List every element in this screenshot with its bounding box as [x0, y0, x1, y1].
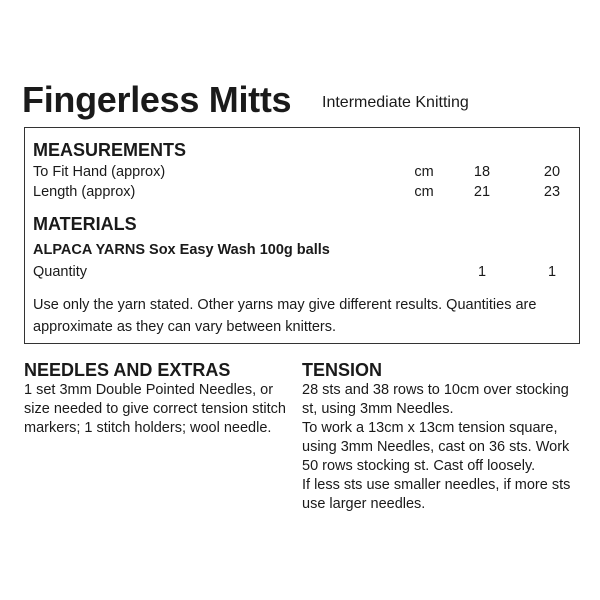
tension-heading: TENSION: [302, 360, 383, 380]
measurement-size-2: 23: [543, 184, 561, 200]
quantity-label: Quantity: [33, 264, 87, 280]
quantity-size-1: 1: [477, 264, 487, 280]
yarn-name: ALPACA YARNS Sox Easy Wash 100g balls: [33, 242, 330, 258]
measurement-row-length: [33, 182, 569, 202]
title-row: [22, 78, 582, 122]
pattern-title: Fingerless Mitts: [22, 79, 292, 120]
measurement-size-2: 20: [543, 164, 561, 180]
measurement-label: To Fit Hand (approx): [33, 164, 166, 180]
skill-level: Intermediate Knitting: [322, 94, 469, 111]
needles-section: [24, 360, 286, 438]
measurement-size-1: 18: [473, 164, 491, 180]
tension-section: [302, 360, 584, 514]
materials-heading: MATERIALS: [33, 214, 137, 234]
tension-paragraph: If less sts use smaller needles, if more sts use larger needles.: [302, 477, 571, 512]
measurement-unit: cm: [414, 164, 434, 180]
measurements-heading: MEASUREMENTS: [33, 140, 187, 160]
tension-text: [302, 381, 584, 514]
quantity-row: [33, 262, 569, 282]
measurement-row-hand: [33, 162, 569, 182]
measurement-label: Length (approx): [33, 184, 136, 200]
measurements-materials-box: [24, 127, 580, 344]
tension-paragraph: To work a 13cm x 13cm tension square, using 3mm Needles, cast on 36 sts. Work 50 rows stocking st. Cast off loosely.: [302, 420, 570, 474]
yarn-note: Use only the yarn stated. Other yarns may give different results. Quantities are approximate as they can vary between knitters.: [33, 297, 537, 335]
quantity-size-2: 1: [547, 264, 557, 280]
measurement-size-1: 21: [473, 184, 491, 200]
needles-text: 1 set 3mm Double Pointed Needles, or size needed to give correct tension stitch markers; 1 stitch holders; wool needle.: [24, 382, 286, 436]
tension-paragraph: 28 sts and 38 rows to 10cm over stocking st, using 3mm Needles.: [302, 382, 569, 417]
measurement-unit: cm: [414, 184, 434, 200]
needles-heading: NEEDLES AND EXTRAS: [24, 360, 231, 380]
